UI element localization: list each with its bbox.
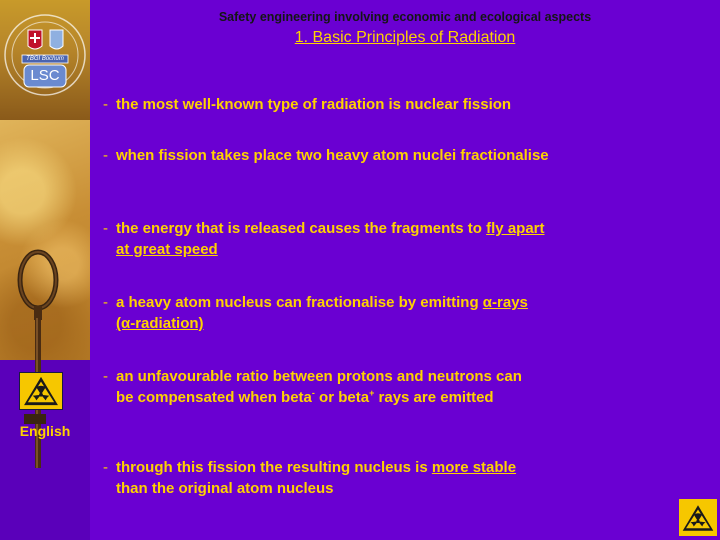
- bullet-item-5: [103, 366, 683, 408]
- bullet-text: the energy that is released causes the fragments to: [116, 220, 487, 237]
- bullet-dash: -: [103, 96, 108, 113]
- bullet-dash: -: [103, 294, 108, 311]
- bullet-item-2: [103, 145, 683, 166]
- bullet-text-part: rays are emitted: [374, 389, 494, 406]
- logo-abbreviation: LSC: [30, 67, 60, 84]
- more-stable-link[interactable]: more stable: [431, 459, 517, 476]
- english-language-link[interactable]: English: [19, 423, 71, 439]
- logo-banner: TBGI Bochum: [26, 56, 64, 62]
- bullet-item-1: [103, 94, 683, 115]
- bullet-item-3: [103, 218, 683, 260]
- sidebar: [0, 0, 90, 540]
- bullet-text: the most well-known type of radiation is nuclear fission: [116, 96, 512, 113]
- school-logo: [0, 0, 90, 120]
- radiation-warning-icon[interactable]: [19, 372, 63, 410]
- bullet-text: through this fission the resulting nucleus is: [116, 459, 432, 476]
- bullet-text-line2: [103, 389, 494, 406]
- bullet-item-6: [103, 457, 683, 499]
- bullet-text: a heavy atom nucleus can fractionalise by emitting: [116, 294, 483, 311]
- bullet-text-line2: than the original atom nucleus: [116, 480, 334, 497]
- bullet-text-part: or beta: [314, 389, 370, 406]
- header-subtitle: Safety engineering involving economic and ecological aspects: [218, 10, 592, 24]
- bullet-dash: -: [103, 220, 108, 237]
- bullet-dash: -: [103, 459, 108, 476]
- beta-minus-superscript: -: [311, 388, 315, 398]
- bullet-text: when fission takes place two heavy atom nuclei fractionalise: [116, 147, 549, 164]
- bullet-dash: -: [103, 147, 108, 164]
- bullet-dash: -: [103, 368, 108, 385]
- fly-apart-link[interactable]: fly apart: [486, 220, 545, 237]
- beta-plus-superscript: +: [369, 388, 375, 398]
- alpha-rays-link[interactable]: α-rays: [482, 294, 528, 311]
- key-photo: [0, 120, 90, 360]
- radiation-warning-icon[interactable]: [679, 499, 717, 536]
- page-title[interactable]: 1. Basic Principles of Radiation: [294, 29, 516, 46]
- great-speed-link[interactable]: at great speed: [116, 241, 218, 258]
- bullet-text: an unfavourable ratio between protons and neutrons can: [116, 368, 522, 385]
- alpha-radiation-link[interactable]: (α-radiation): [116, 315, 204, 332]
- old-key-image: [0, 240, 90, 480]
- bullet-item-4: [103, 292, 683, 334]
- bullet-text-part: be compensated when beta: [116, 389, 312, 406]
